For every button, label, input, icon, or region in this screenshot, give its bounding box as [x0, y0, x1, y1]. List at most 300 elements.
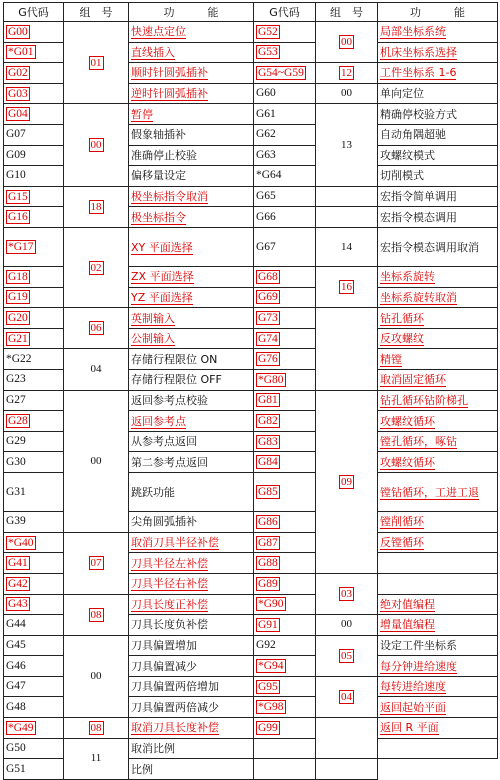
right-code-cell — [254, 431, 316, 452]
left-code: G28 — [8, 415, 28, 428]
left-code-cell — [4, 370, 64, 391]
left-code-cell — [4, 390, 64, 411]
left-code: G29 — [6, 435, 26, 448]
left-code-cell — [4, 431, 64, 452]
right-func-cell — [378, 145, 498, 166]
right-code-cell — [254, 124, 316, 145]
left-code: G44 — [6, 618, 26, 631]
right-group-label: 13 — [341, 138, 352, 151]
left-code-cell — [4, 83, 64, 104]
left-code-cell — [4, 532, 64, 553]
left-code-cell — [4, 718, 64, 739]
right-code-cell — [254, 166, 316, 187]
left-func-cell — [129, 124, 254, 145]
right-code-cell — [254, 656, 316, 677]
right-group-cell — [316, 676, 378, 717]
left-func: XY 平面选择 — [131, 240, 193, 254]
left-code: *G17 — [8, 241, 34, 253]
right-code: *G90 — [258, 598, 284, 611]
right-func: 宏指令模态调用取消 — [380, 240, 479, 254]
right-code: G66 — [256, 210, 276, 223]
right-code-cell — [254, 349, 316, 370]
left-code: G04 — [8, 108, 28, 121]
left-code: G50 — [6, 741, 26, 754]
left-func: 返回参考点校验 — [131, 393, 208, 407]
right-code: G84 — [258, 456, 278, 469]
right-code: *G98 — [258, 701, 284, 714]
right-func-cell — [378, 42, 498, 63]
left-func-cell — [129, 308, 254, 329]
left-func: ZX 平面选择 — [131, 270, 194, 284]
right-func-cell — [378, 287, 498, 308]
left-code-cell — [4, 22, 64, 43]
right-func-cell — [378, 328, 498, 349]
left-code-cell — [4, 328, 64, 349]
left-group-cell — [64, 186, 129, 227]
right-code-cell — [254, 594, 316, 615]
left-code: *G01 — [8, 46, 34, 59]
right-code: G61 — [256, 107, 276, 120]
right-group-cell — [316, 63, 378, 84]
left-code-cell — [4, 452, 64, 473]
header-group-right: 组 号 — [316, 3, 378, 22]
right-func: 攻螺纹循环 — [380, 414, 435, 428]
right-func: 坐标系旋转 — [380, 270, 435, 284]
left-code: G18 — [8, 270, 28, 283]
right-func: 镗削循环 — [380, 515, 424, 529]
right-code-cell — [254, 22, 316, 43]
table-row — [4, 390, 498, 411]
right-group-label: 00 — [341, 618, 352, 631]
gcode-table — [3, 2, 498, 780]
right-func-cell — [378, 166, 498, 187]
right-code-cell — [254, 411, 316, 432]
table-row — [4, 227, 498, 266]
right-func: 攻螺纹模式 — [380, 148, 435, 162]
left-code-cell — [4, 124, 64, 145]
right-func: 攻螺纹循环 — [380, 455, 435, 469]
right-func: 机床坐标系选择 — [380, 45, 457, 59]
left-code-cell — [4, 227, 64, 266]
right-group-label: 16 — [341, 281, 352, 294]
left-code-cell — [4, 411, 64, 432]
left-group-label: 00 — [90, 454, 102, 467]
left-group-label: 18 — [90, 200, 102, 213]
right-code-cell — [254, 738, 316, 759]
right-group-label: 09 — [341, 475, 352, 488]
left-code-cell — [4, 186, 64, 207]
right-code: G52 — [258, 25, 278, 38]
right-func-cell — [378, 207, 498, 228]
left-group-label: 08 — [90, 608, 102, 621]
right-func-cell — [378, 738, 498, 759]
right-func: 工件坐标系 1-6 — [380, 66, 457, 80]
left-func-cell — [129, 411, 254, 432]
left-func-cell — [129, 186, 254, 207]
left-func: 尖角圆弧插补 — [131, 515, 197, 529]
left-code: G31 — [6, 485, 26, 498]
right-code: G53 — [258, 46, 278, 59]
right-code-cell — [254, 308, 316, 329]
left-code-cell — [4, 759, 64, 780]
left-func-cell — [129, 718, 254, 739]
header-row — [4, 3, 498, 22]
left-code-cell — [4, 635, 64, 656]
right-group-cell — [316, 22, 378, 63]
left-func-cell — [129, 738, 254, 759]
right-func-cell — [378, 512, 498, 533]
header-group-left: 组 号 — [64, 3, 129, 22]
left-func: 刀具长度正补偿 — [131, 597, 208, 611]
left-func-cell — [129, 287, 254, 308]
left-group-label: 06 — [90, 322, 102, 335]
right-code-cell — [254, 328, 316, 349]
left-func-cell — [129, 452, 254, 473]
left-code-cell — [4, 738, 64, 759]
left-func: 取消刀具半径补偿 — [131, 536, 219, 550]
left-func: 刀具偏置两倍减少 — [131, 700, 219, 714]
right-code: G81 — [258, 394, 278, 407]
left-code-cell — [4, 573, 64, 594]
left-func: 假象轴插补 — [131, 128, 186, 142]
left-group-label: 01 — [90, 56, 102, 69]
left-func: 公制输入 — [131, 332, 175, 346]
right-func: 宏指令模态调用 — [380, 210, 457, 224]
right-group-cell — [316, 186, 378, 207]
right-code-cell — [254, 42, 316, 63]
right-group-label: 04 — [341, 690, 352, 703]
left-code-cell — [4, 349, 64, 370]
right-code-cell — [254, 452, 316, 473]
left-func-cell — [129, 532, 254, 553]
left-code-cell — [4, 697, 64, 718]
right-func: 切削模式 — [380, 169, 424, 183]
right-code-cell — [254, 573, 316, 594]
table-row — [4, 186, 498, 207]
left-code-cell — [4, 594, 64, 615]
right-code-cell — [254, 63, 316, 84]
right-func: 钻孔循环 — [380, 311, 424, 325]
left-func-cell — [129, 553, 254, 574]
table-row — [4, 308, 498, 329]
right-func: 自动角隅超驰 — [380, 128, 446, 142]
left-code: G39 — [6, 515, 26, 528]
right-group-label: 00 — [341, 87, 352, 100]
left-code-cell — [4, 676, 64, 697]
left-code: *G49 — [8, 721, 34, 734]
right-func: 单向定位 — [380, 87, 424, 101]
left-group-cell — [64, 532, 129, 594]
left-func: 刀具半径左补偿 — [131, 556, 208, 570]
left-code-cell — [4, 512, 64, 533]
right-func: 每转进给速度 — [380, 680, 446, 694]
right-code: G82 — [258, 415, 278, 428]
left-func-cell — [129, 83, 254, 104]
right-func: 局部坐标系统 — [380, 25, 446, 39]
left-code: G30 — [6, 455, 26, 468]
left-func-cell — [129, 473, 254, 512]
right-func-cell — [378, 83, 498, 104]
left-code-cell — [4, 308, 64, 329]
left-func-cell — [129, 166, 254, 187]
right-func-cell — [378, 697, 498, 718]
left-func-cell — [129, 104, 254, 125]
right-code: G63 — [256, 148, 276, 161]
left-func-cell — [129, 697, 254, 718]
right-func-cell — [378, 411, 498, 432]
right-func: 反镗循环 — [380, 536, 424, 550]
left-code: G45 — [6, 638, 26, 651]
left-func-cell — [129, 676, 254, 697]
left-code-cell — [4, 656, 64, 677]
left-code: G16 — [8, 211, 28, 224]
left-group-label: 02 — [90, 261, 102, 274]
right-code: G95 — [258, 680, 278, 693]
right-func-cell — [378, 227, 498, 266]
left-func: 极坐标指令取消 — [131, 190, 208, 204]
right-group-label: 03 — [341, 588, 352, 600]
left-code-cell — [4, 473, 64, 512]
left-code: G46 — [6, 659, 26, 672]
left-func-cell — [129, 431, 254, 452]
left-func: 刀具偏置减少 — [131, 659, 197, 673]
left-code: *G22 — [6, 352, 32, 365]
left-code: G51 — [6, 762, 26, 775]
right-func: 精确停校验方式 — [380, 107, 457, 121]
left-func-cell — [129, 207, 254, 228]
right-group-cell — [316, 207, 378, 228]
right-code: G54~G59 — [258, 66, 304, 79]
right-code-cell — [254, 104, 316, 125]
table-row — [4, 594, 498, 615]
right-func-cell — [378, 63, 498, 84]
right-func-cell — [378, 104, 498, 125]
right-code: G69 — [258, 291, 278, 304]
left-group-cell — [64, 104, 129, 186]
right-code-cell — [254, 635, 316, 656]
left-code: G23 — [6, 373, 26, 386]
right-func-cell — [378, 370, 498, 391]
right-code: G73 — [258, 312, 278, 325]
left-group-cell — [64, 718, 129, 739]
right-code: *G94 — [258, 660, 284, 673]
right-func: 返回 R 平面 — [380, 721, 439, 735]
right-code-cell — [254, 553, 316, 574]
table-row — [4, 22, 498, 43]
left-code: G20 — [8, 312, 28, 325]
right-group-label: 05 — [341, 649, 352, 662]
left-func-cell — [129, 145, 254, 166]
left-func: 偏移量设定 — [131, 169, 186, 183]
right-code-cell — [254, 186, 316, 207]
left-code: G10 — [6, 169, 26, 182]
left-code: G27 — [6, 393, 26, 406]
left-code: G41 — [8, 557, 28, 570]
right-group-cell — [316, 718, 378, 759]
right-group-cell — [316, 308, 378, 390]
right-code: *G80 — [258, 373, 284, 386]
left-func: 取消刀具长度补偿 — [131, 721, 219, 735]
header-func-left: 功 能 — [129, 3, 254, 22]
right-func: 钻孔循环钻阶梯孔 — [380, 393, 468, 407]
left-func: 极坐标指令 — [131, 210, 186, 224]
right-func-cell — [378, 718, 498, 739]
left-group-cell — [64, 738, 129, 779]
header-code-right: G代码 — [254, 3, 316, 22]
left-code: G02 — [8, 66, 28, 79]
right-code-cell — [254, 759, 316, 780]
left-func: 准确停止校验 — [131, 148, 197, 162]
left-group-cell — [64, 390, 129, 532]
right-func-cell — [378, 473, 498, 512]
header-code-left: G代码 — [4, 3, 64, 22]
right-code-cell — [254, 267, 316, 288]
right-func-cell — [316, 759, 378, 780]
right-group-cell — [316, 390, 378, 573]
left-group-cell — [64, 308, 129, 349]
right-code: G87 — [258, 536, 278, 549]
right-code: G74 — [258, 332, 278, 345]
right-code-cell — [254, 287, 316, 308]
left-group-label: 11 — [90, 752, 102, 765]
left-group-label: 08 — [90, 721, 102, 734]
right-func-cell — [378, 22, 498, 43]
table-body — [4, 22, 498, 780]
right-func: 设定工件坐标系 — [380, 638, 457, 652]
left-func-cell — [129, 370, 254, 391]
right-code-cell — [254, 370, 316, 391]
right-code-cell — [254, 207, 316, 228]
right-group-label: 14 — [341, 240, 352, 253]
right-code-cell — [254, 83, 316, 104]
table-row — [4, 718, 498, 739]
right-func-cell — [378, 267, 498, 288]
left-code: G00 — [8, 25, 28, 38]
left-code: G07 — [6, 128, 26, 141]
right-func: 宏指令简单调用 — [380, 190, 457, 204]
left-code-cell — [4, 145, 64, 166]
right-func: 精镗 — [380, 352, 402, 366]
left-group-cell — [64, 22, 129, 104]
right-code-cell — [254, 615, 316, 636]
left-func-cell — [129, 635, 254, 656]
right-code: G88 — [258, 557, 278, 570]
right-group-cell — [316, 104, 378, 186]
right-code-cell — [254, 532, 316, 553]
right-func: 镗钻循环，工进工退 — [380, 485, 479, 499]
right-code-cell — [254, 676, 316, 697]
right-func-cell — [378, 349, 498, 370]
right-func-cell — [378, 390, 498, 411]
left-code: *G40 — [8, 536, 34, 549]
right-code: G89 — [258, 577, 278, 590]
right-func: 返回起始平面 — [380, 700, 446, 714]
left-func: 第二参考点返回 — [131, 455, 208, 469]
left-code: G47 — [6, 680, 26, 693]
right-group-cell — [316, 615, 378, 636]
left-func: 直线插入 — [131, 45, 175, 59]
left-func: 从参考点返回 — [131, 435, 197, 449]
right-code: G65 — [256, 190, 276, 203]
left-func: 英制输入 — [131, 311, 175, 325]
right-func: 取消固定循环 — [380, 373, 446, 387]
left-func: YZ 平面选择 — [131, 290, 193, 304]
right-func: 增量值编程 — [380, 618, 435, 632]
right-group-cell — [316, 635, 378, 676]
left-group-cell — [64, 635, 129, 717]
table-row — [4, 635, 498, 656]
right-code: G91 — [258, 618, 278, 631]
left-func: 返回参考点 — [131, 414, 186, 428]
right-group-label: 00 — [341, 36, 352, 49]
left-group-label: 00 — [90, 669, 102, 682]
left-code-cell — [4, 615, 64, 636]
right-func-cell — [378, 594, 498, 615]
right-code-cell — [254, 697, 316, 718]
left-code: G19 — [8, 291, 28, 304]
right-group-label: 12 — [341, 66, 352, 79]
right-func: 每分钟进给速度 — [380, 659, 457, 673]
left-func-cell — [129, 227, 254, 266]
right-code: *G64 — [256, 169, 282, 182]
table-row — [4, 104, 498, 125]
left-func: 存储行程限位 OFF — [131, 373, 222, 387]
right-code: G99 — [258, 721, 278, 734]
right-code: G68 — [258, 270, 278, 283]
left-func: 刀具偏置两倍增加 — [131, 680, 219, 694]
right-func-cell — [378, 532, 498, 553]
left-code-cell — [4, 207, 64, 228]
left-code: G42 — [8, 577, 28, 590]
right-func: 反攻螺纹 — [380, 332, 424, 346]
left-group-label: 00 — [90, 139, 102, 152]
left-func: 刀具偏置增加 — [131, 638, 197, 652]
left-code-cell — [4, 166, 64, 187]
right-code: G60 — [256, 87, 276, 100]
right-func-cell — [378, 452, 498, 473]
table-row — [4, 349, 498, 370]
right-code: G67 — [256, 240, 276, 253]
right-code-cell — [254, 512, 316, 533]
left-func: 取消比例 — [131, 741, 175, 755]
left-code-cell — [4, 553, 64, 574]
left-code-cell — [4, 63, 64, 84]
right-code-cell — [254, 227, 316, 266]
table-row — [4, 532, 498, 553]
left-func-cell — [129, 63, 254, 84]
right-code-cell — [254, 718, 316, 739]
right-group-cell — [316, 573, 378, 614]
right-code: G83 — [258, 435, 278, 448]
left-code-cell — [4, 267, 64, 288]
right-code-cell — [254, 473, 316, 512]
right-func-cell — [378, 676, 498, 697]
left-func: 暂停 — [131, 107, 153, 121]
right-code: G92 — [256, 638, 276, 651]
right-func-cell — [378, 573, 498, 594]
left-group-cell — [64, 227, 129, 307]
header-func-right: 功 能 — [378, 3, 498, 22]
left-code: G03 — [8, 87, 28, 100]
left-func: 刀具半径右补偿 — [131, 577, 208, 591]
left-func: 顺时针圆弧插补 — [131, 66, 208, 80]
right-func: 镗孔循环，啄钻 — [380, 435, 457, 449]
right-code: G62 — [256, 128, 276, 141]
left-func: 存储行程限位 ON — [131, 352, 218, 366]
left-func-cell — [129, 390, 254, 411]
left-func-cell — [129, 594, 254, 615]
right-func: 坐标系旋转取消 — [380, 290, 457, 304]
